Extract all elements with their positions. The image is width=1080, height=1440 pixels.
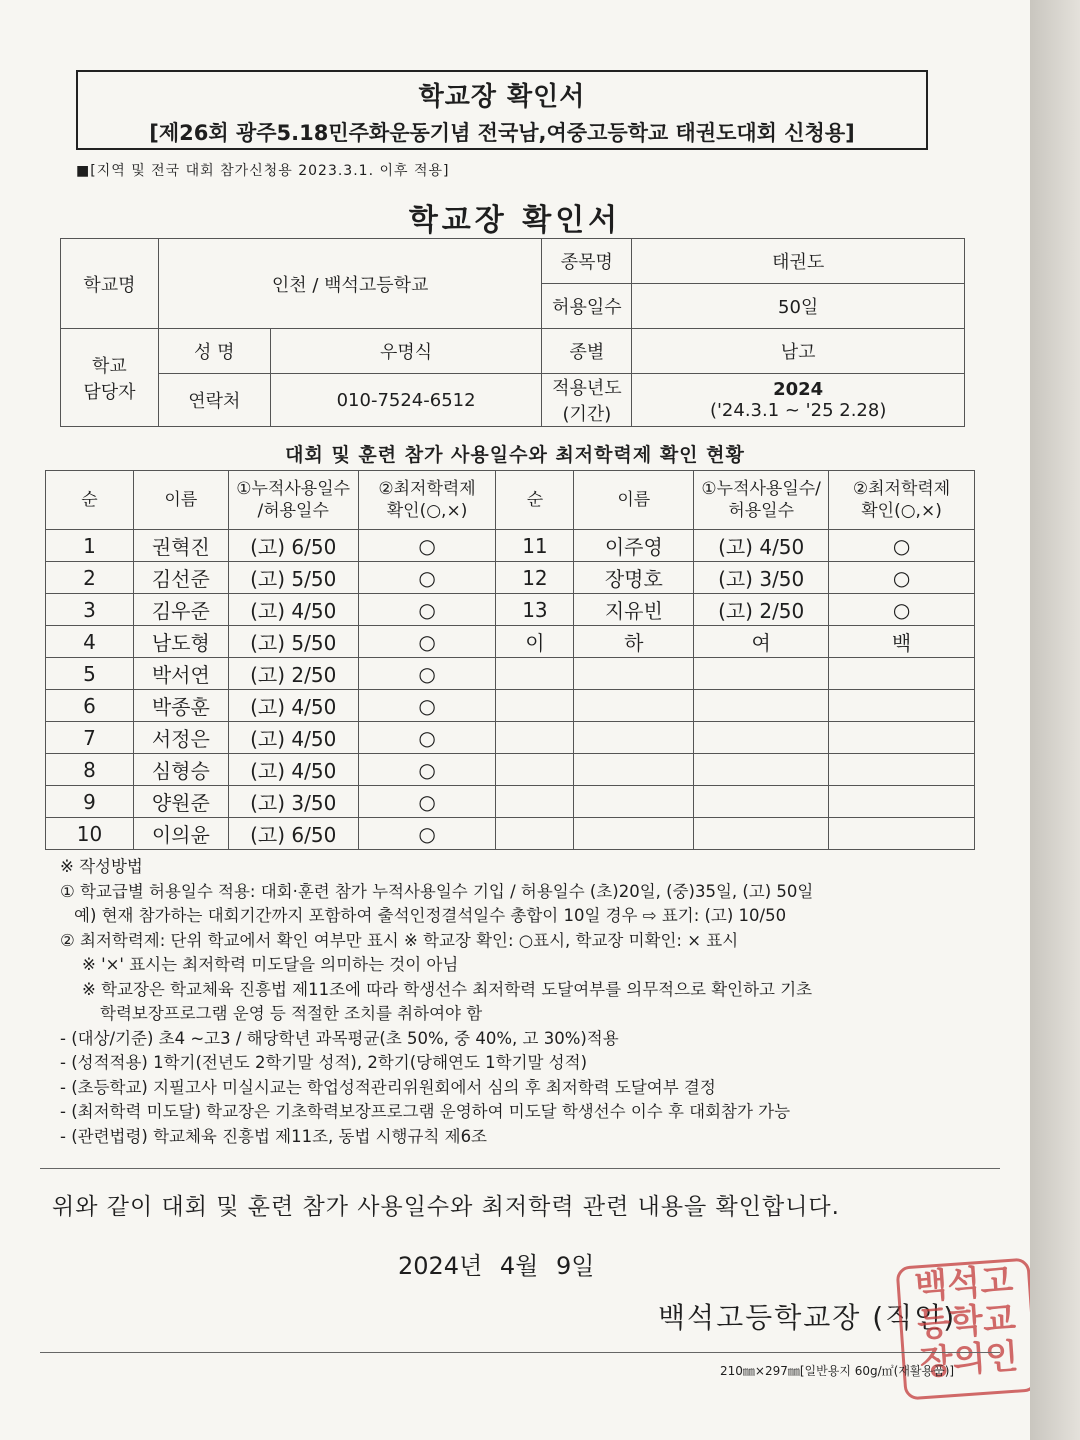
allowed-label: 허용일수	[542, 284, 632, 329]
cell-days: (고) 4/50	[694, 530, 829, 562]
cell-days	[694, 786, 829, 818]
period-value: ('24.3.1 ~ '25 2.28)	[709, 400, 887, 421]
year-label: 적용년도 (기간)	[542, 374, 632, 427]
cell-check: ○	[358, 658, 496, 690]
cell-no	[496, 786, 574, 818]
cell-days: 여	[694, 626, 829, 658]
cell-days	[694, 722, 829, 754]
school-value: 인천 / 백석고등학교	[158, 239, 542, 329]
cell-days	[694, 690, 829, 722]
divider	[40, 1168, 1000, 1169]
divider	[40, 1352, 1000, 1353]
year-value: 2024	[773, 379, 824, 400]
cell-check: ○	[358, 626, 496, 658]
cell-no: 4	[46, 626, 134, 658]
cell-days: (고) 4/50	[228, 754, 358, 786]
cell-check: ○	[829, 594, 975, 626]
official-seal: 백석고 등학교 장의인	[895, 1257, 1038, 1400]
allowed-value: 50일	[632, 284, 965, 329]
issue-date: 2024년 4월 9일	[398, 1252, 595, 1280]
cell-days	[694, 658, 829, 690]
title: 학교장 확인서	[418, 82, 586, 112]
method-line: 학력보장프로그램 운영 등 적절한 조치를 취하여야 함	[100, 1004, 483, 1023]
cell-no: 13	[496, 594, 574, 626]
event-value: 태권도	[632, 239, 965, 284]
cell-check	[829, 786, 975, 818]
cell-check: 백	[829, 626, 975, 658]
cell-no: 3	[46, 594, 134, 626]
cell-check: ○	[358, 818, 496, 850]
cell-name: 이의윤	[133, 818, 228, 850]
table-row	[46, 754, 975, 786]
cell-check: ○	[829, 562, 975, 594]
cell-days: (고) 5/50	[228, 562, 358, 594]
table-row	[46, 690, 975, 722]
cell-days: (고) 3/50	[694, 562, 829, 594]
method-line: - (초등학교) 지필고사 미실시교는 학업성적관리위원회에서 심의 후 최저학력 도달여부 결정	[60, 1077, 716, 1097]
cell-name: 이주영	[574, 530, 694, 562]
cell-no: 11	[496, 530, 574, 562]
cell-name: 서정은	[133, 722, 228, 754]
method-title: ※ 작성방법	[60, 857, 143, 876]
cell-name	[574, 818, 694, 850]
contact-label: 연락처	[158, 374, 270, 427]
col-header-name: 이름	[574, 471, 694, 530]
cell-no	[496, 754, 574, 786]
cell-name: 하	[574, 626, 694, 658]
method-line: - (성적적용) 1학기(전년도 2학기말 성적), 2학기(당해연도 1학기말 성적)	[60, 1053, 588, 1072]
cell-check: ○	[358, 754, 496, 786]
cell-check	[829, 690, 975, 722]
col-header-no: 순	[496, 471, 574, 530]
cell-check	[829, 658, 975, 690]
table-row	[46, 626, 975, 658]
cell-name: 양원준	[133, 786, 228, 818]
cell-name	[574, 690, 694, 722]
manager-label: 학교 담당자	[61, 329, 159, 427]
cell-check	[829, 754, 975, 786]
name-label: 성 명	[158, 329, 270, 374]
confirmation-statement: 위와 같이 대회 및 훈련 참가 사용일수와 최저학력 관련 내용을 확인합니다.	[52, 1194, 840, 1220]
cell-no	[496, 658, 574, 690]
col-header-no: 순	[46, 471, 134, 530]
col-header-days: ①누적사용일수/ 허용일수	[694, 471, 829, 530]
cell-no: 5	[46, 658, 134, 690]
event-label: 종목명	[542, 239, 632, 284]
cell-no: 이	[496, 626, 574, 658]
col-header-check: ②최저학력제 확인(○,×)	[829, 471, 975, 530]
cell-no: 10	[46, 818, 134, 850]
cell-days: (고) 4/50	[228, 722, 358, 754]
cell-days: (고) 5/50	[228, 626, 358, 658]
cell-check: ○	[358, 690, 496, 722]
method-line: ① 학교급별 허용일수 적용: 대회·훈련 참가 누적사용일수 기입 / 허용일수 (초)20일, (중)35일, (고) 50일	[60, 881, 814, 901]
method-line: 예) 현재 참가하는 대회기간까지 포함하여 출석인정결석일수 총합이 10일 경우 ⇨ 표기: (고) 10/50	[74, 906, 787, 925]
method-line: - (대상/기준) 초4 ~고3 / 해당학년 과목평균(초 50%, 중 40%, 고 30%)적용	[60, 1028, 619, 1048]
table-row	[46, 530, 975, 562]
cell-name: 남도형	[133, 626, 228, 658]
cell-name: 권혁진	[133, 530, 228, 562]
cell-days	[694, 754, 829, 786]
cell-name	[574, 658, 694, 690]
cell-days: (고) 3/50	[228, 786, 358, 818]
cell-check: ○	[358, 562, 496, 594]
subtitle: [제26회 광주5.18민주화운동기념 전국남,여중고등학교 태권도대회 신청용]	[149, 121, 855, 145]
title-box	[76, 70, 928, 150]
cell-days	[694, 818, 829, 850]
school-info-table	[60, 238, 965, 427]
cell-check: ○	[358, 722, 496, 754]
cell-no: 9	[46, 786, 134, 818]
cell-check: ○	[358, 530, 496, 562]
cell-no	[496, 722, 574, 754]
cell-check: ○	[358, 786, 496, 818]
cell-no: 1	[46, 530, 134, 562]
col-header-check: ②최저학력제 확인(○,×)	[358, 471, 496, 530]
gender-value: 남고	[632, 329, 965, 374]
name-value: 우명식	[270, 329, 542, 374]
col-header-name: 이름	[133, 471, 228, 530]
writing-method	[60, 855, 1000, 1149]
cell-no: 2	[46, 562, 134, 594]
cell-check	[829, 722, 975, 754]
cell-days: (고) 4/50	[228, 690, 358, 722]
cell-name: 심형승	[133, 754, 228, 786]
method-line: ② 최저학력제: 단위 학교에서 확인 여부만 표시 ※ 학교장 확인: ○표시, 학교장 미확인: × 표시	[60, 930, 739, 950]
cell-name: 장명호	[574, 562, 694, 594]
cell-check: ○	[358, 594, 496, 626]
cell-name: 김선준	[133, 562, 228, 594]
status-title: 대회 및 훈련 참가 사용일수와 최저학력제 확인 현황	[285, 444, 745, 466]
table-row	[46, 562, 975, 594]
school-label: 학교명	[61, 239, 159, 329]
cell-days: (고) 4/50	[228, 594, 358, 626]
cell-check	[829, 818, 975, 850]
cell-no: 7	[46, 722, 134, 754]
col-header-days: ①누적사용일수 /허용일수	[228, 471, 358, 530]
table-row	[46, 722, 975, 754]
principal-signature: 백석고등학교장 (직인)	[658, 1301, 957, 1334]
cell-days: (고) 2/50	[228, 658, 358, 690]
cell-no: 8	[46, 754, 134, 786]
cell-name: 박종훈	[133, 690, 228, 722]
cell-no: 6	[46, 690, 134, 722]
cell-no	[496, 690, 574, 722]
table-row	[46, 786, 975, 818]
cell-name: 박서연	[133, 658, 228, 690]
cell-no	[496, 818, 574, 850]
method-line: - (최저학력 미도달) 학교장은 기초학력보장프로그램 운영하여 미도달 학생선수 이수 후 대회참가 가능	[60, 1102, 791, 1121]
table-row	[46, 594, 975, 626]
method-line: ※ '×' 표시는 최저학력 미도달을 의미하는 것이 아님	[82, 955, 459, 974]
cell-name	[574, 754, 694, 786]
method-line: ※ 학교장은 학교체육 진흥법 제11조에 따라 학생선수 최저학력 도달여부를 의무적으로 확인하고 기초	[82, 979, 813, 999]
application-note: ■[지역 및 전국 대회 참가신청용 2023.3.1. 이후 적용]	[76, 163, 450, 179]
table-row	[46, 658, 975, 690]
main-title: 학교장 확인서	[408, 203, 622, 238]
cell-days: (고) 6/50	[228, 530, 358, 562]
student-status-table	[45, 470, 975, 850]
cell-days: (고) 6/50	[228, 818, 358, 850]
paper-spec-footer: 210㎜×297㎜[일반용지 60g/㎡(재활용품)]	[720, 1364, 955, 1378]
year-cell	[632, 374, 965, 427]
contact-value: 010-7524-6512	[270, 374, 542, 427]
cell-name	[574, 786, 694, 818]
table-row	[46, 818, 975, 850]
gender-label: 종별	[542, 329, 632, 374]
cell-no: 12	[496, 562, 574, 594]
cell-days: (고) 2/50	[694, 594, 829, 626]
cell-name	[574, 722, 694, 754]
cell-name: 김우준	[133, 594, 228, 626]
cell-name: 지유빈	[574, 594, 694, 626]
method-line: - (관련법령) 학교체육 진흥법 제11조, 동법 시행규칙 제6조	[60, 1126, 487, 1146]
cell-check: ○	[829, 530, 975, 562]
